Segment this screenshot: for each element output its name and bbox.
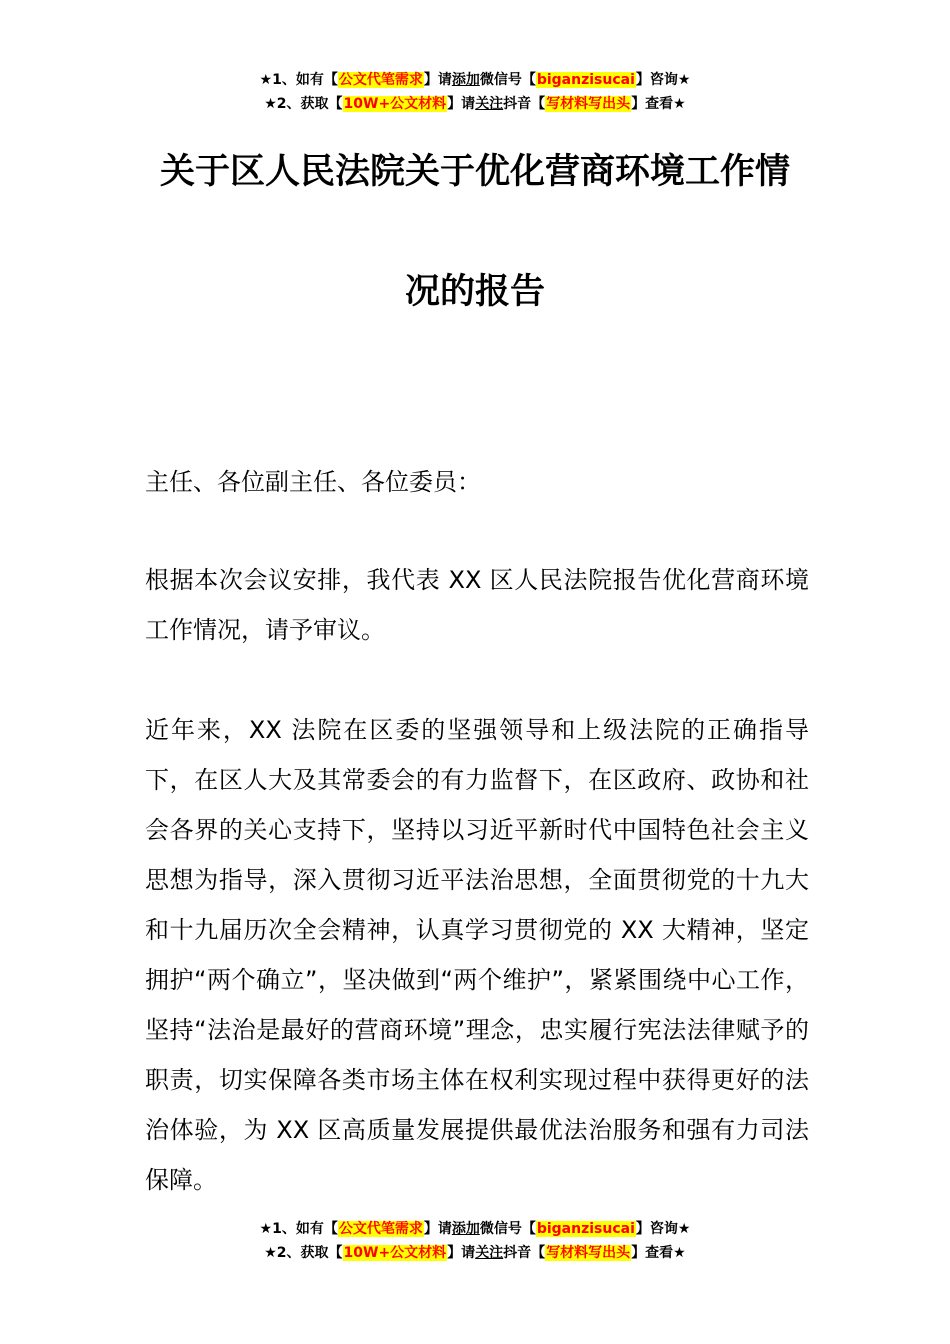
banner-highlight: 公文代笔需求	[338, 1221, 423, 1237]
banner-highlight: 10W+公文材料	[343, 96, 447, 112]
banner-underline: 关注	[475, 96, 504, 112]
banner-text: 微信号【	[479, 72, 536, 88]
banner-wechat-id: biganzisucai	[536, 1221, 635, 1237]
banner-line-2	[0, 1241, 950, 1265]
banner-text: 】请	[423, 72, 452, 88]
banner-wechat-id: biganzisucai	[536, 72, 635, 88]
banner-text: ★1、如有【	[259, 72, 338, 88]
banner-text: ★2、获取【	[264, 1245, 343, 1261]
banner-line-2	[0, 92, 950, 116]
footer-banner	[0, 1217, 950, 1265]
banner-text: 】查看★	[631, 1245, 686, 1261]
banner-highlight: 10W+公文材料	[343, 1245, 447, 1261]
banner-highlight: 公文代笔需求	[338, 72, 423, 88]
banner-text: 】请	[423, 1221, 452, 1237]
document-title-line-1: 关于区人民法院关于优化营商环境工作情	[159, 152, 790, 192]
paragraph-2: 近年来，XX 法院在区委的坚强领导和上级法院的正确指导下，在区人大及其常委会的有力监督下，在区政府、政协和社会各界的关心支持下，坚持以习近平新时代中国特色社会主义思想为指导，深入贯彻习近平法治思想，全面贯彻党的十九大和十九届历次全会精神，认真学习贯彻党的 XX 大精神，坚定拥护“两个确立”，坚决做到“两个维护”，紧紧围绕中心工作，坚持“法治是最好的营商环境”理念，忠实履行宪法法律赋予的职责，切实保障各类市场主体在权利实现过程中获得更好的法治体验，为 XX 区高质量发展提供最优法治服务和强有力司法保障。	[145, 716, 809, 1194]
document-title-line-2: 况的报告	[404, 272, 545, 312]
banner-line-1	[0, 68, 950, 92]
banner-text: 微信号【	[479, 1221, 536, 1237]
banner-underline: 添加	[451, 72, 480, 88]
header-banner	[0, 68, 950, 116]
banner-text: 抖音【	[503, 1245, 546, 1261]
banner-text: 】查看★	[631, 96, 686, 112]
banner-line-1	[0, 1217, 950, 1241]
banner-underline: 添加	[451, 1221, 480, 1237]
banner-text: 】请	[447, 1245, 476, 1261]
banner-text: ★1、如有【	[259, 1221, 338, 1237]
banner-text: ★2、获取【	[264, 96, 343, 112]
salutation: 主任、各位副主任、各位委员：	[145, 468, 481, 496]
paragraph-1: 根据本次会议安排，我代表 XX 区人民法院报告优化营商环境工作情况，请予审议。	[145, 566, 809, 644]
banner-text: 】咨询★	[635, 72, 691, 88]
banner-douyin-id: 写材料写出头	[546, 1245, 631, 1261]
banner-text: 】咨询★	[635, 1221, 691, 1237]
banner-douyin-id: 写材料写出头	[546, 96, 631, 112]
banner-text: 】请	[447, 96, 476, 112]
banner-text: 抖音【	[503, 96, 546, 112]
banner-underline: 关注	[475, 1245, 504, 1261]
